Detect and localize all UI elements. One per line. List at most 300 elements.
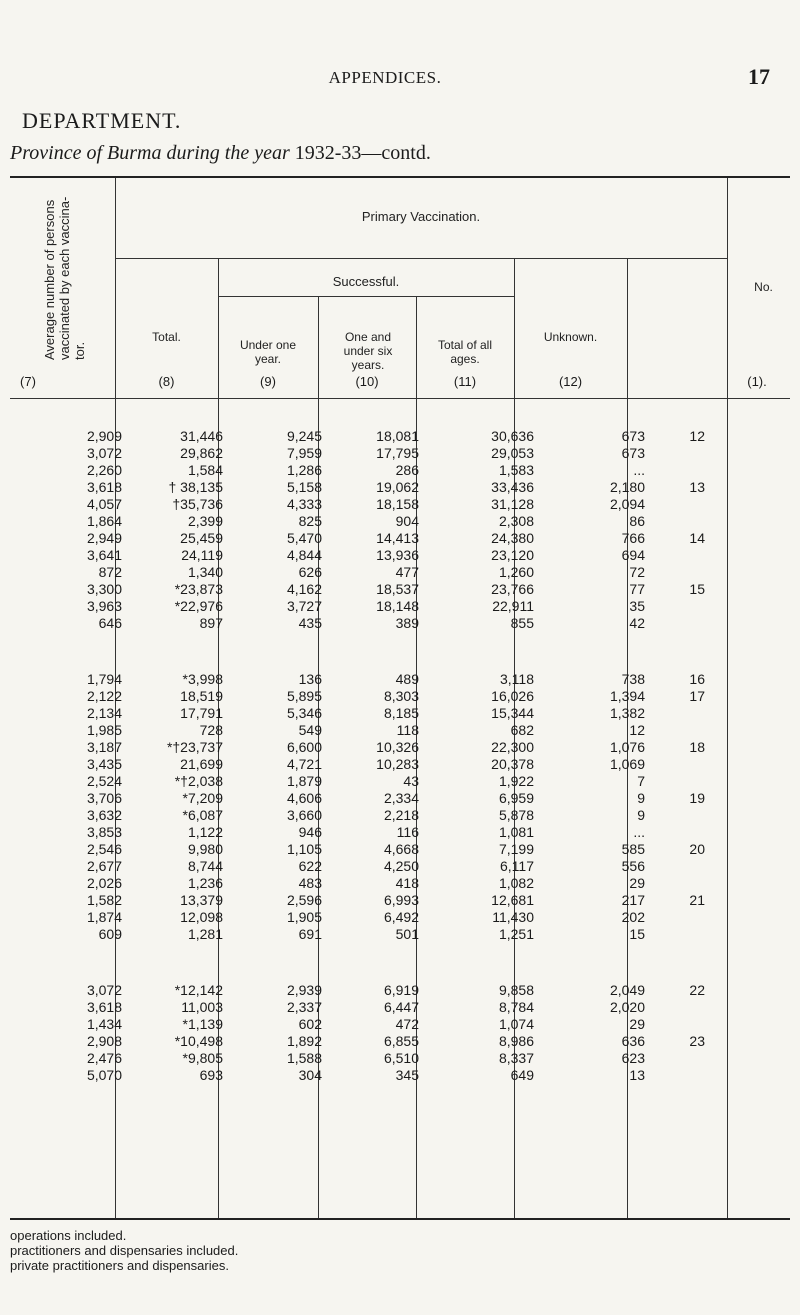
cell-total: *†2,038 xyxy=(174,773,223,789)
department-title: DEPARTMENT. xyxy=(22,108,182,133)
cell-unknown: 7 xyxy=(637,773,645,789)
cell-one-six: 6,510 xyxy=(383,1050,419,1066)
column-number: (7) xyxy=(20,374,36,389)
table-row xyxy=(10,1067,705,1084)
cell-all-ages: 1,251 xyxy=(498,926,534,942)
cell-unknown: 217 xyxy=(621,892,645,908)
cell-avg: 646 xyxy=(98,615,122,631)
cell-no: 13 xyxy=(689,479,705,495)
cell-one-six: 17,795 xyxy=(376,445,419,461)
cell-all-ages: 29,053 xyxy=(491,445,534,461)
cell-no: 19 xyxy=(689,790,705,806)
average-header: Average number of persons vaccinated by each vaccina-tor. xyxy=(42,196,87,360)
cell-avg: 3,641 xyxy=(86,547,122,563)
table-row xyxy=(10,513,705,530)
cell-total: *12,142 xyxy=(174,982,223,998)
column-number: (10) xyxy=(355,374,379,389)
cell-under1: 691 xyxy=(298,926,322,942)
cell-under1: 622 xyxy=(298,858,322,874)
cell-no xyxy=(645,1067,705,1084)
cell-unknown: 42 xyxy=(629,615,645,631)
cell-all-ages: 9,858 xyxy=(498,982,534,998)
table-row xyxy=(10,824,705,841)
cell-no xyxy=(645,547,705,564)
cell-avg: 1,434 xyxy=(86,1016,122,1032)
cell-all-ages: 6,117 xyxy=(500,858,534,874)
cell-avg: 3,300 xyxy=(86,581,122,597)
table-row xyxy=(10,722,705,739)
cell-one-six: 13,936 xyxy=(376,547,419,563)
cell-under1: 4,333 xyxy=(286,496,322,512)
cell-under1: 1,105 xyxy=(286,841,322,857)
footnote: private practitioners and dispensaries. xyxy=(10,1258,229,1273)
cell-all-ages: 33,436 xyxy=(491,479,534,495)
cell-total: †35,736 xyxy=(172,496,223,512)
cell-no: 15 xyxy=(689,581,705,597)
cell-all-ages: 682 xyxy=(510,722,534,738)
table-row xyxy=(10,926,705,943)
cell-total: 25,459 xyxy=(180,530,223,546)
cell-under1: 304 xyxy=(298,1067,322,1083)
table-row xyxy=(10,688,705,705)
table-row xyxy=(10,841,705,858)
cell-unknown: 2,180 xyxy=(609,479,645,495)
cell-unknown: 623 xyxy=(621,1050,645,1066)
cell-all-ages: 1,082 xyxy=(498,875,534,891)
cell-no: 21 xyxy=(689,892,705,908)
table-row xyxy=(10,858,705,875)
cell-one-six: 8,303 xyxy=(383,688,419,704)
cell-total: 11,003 xyxy=(181,999,223,1015)
cell-one-six: 477 xyxy=(395,564,419,580)
cell-all-ages: 22,300 xyxy=(491,739,534,755)
table-row xyxy=(10,428,705,445)
cell-all-ages: 649 xyxy=(510,1067,534,1083)
cell-total: 728 xyxy=(199,722,223,738)
column-rule xyxy=(727,178,728,1218)
cell-avg: 1,794 xyxy=(86,671,122,687)
table-row xyxy=(10,530,705,547)
cell-no: 23 xyxy=(689,1033,705,1049)
cell-avg: 2,476 xyxy=(86,1050,122,1066)
column-number: (11) xyxy=(453,374,477,389)
cell-one-six: 18,537 xyxy=(376,581,419,597)
cell-under1: 4,162 xyxy=(286,581,322,597)
table-row xyxy=(10,999,705,1016)
table-row xyxy=(10,909,705,926)
cell-avg: 1,582 xyxy=(86,892,122,908)
cell-under1: 602 xyxy=(298,1016,322,1032)
cell-avg: 3,187 xyxy=(86,739,122,755)
cell-total: 1,281 xyxy=(187,926,223,942)
one-to-six-header: One and under six years. xyxy=(343,330,393,372)
footnotes xyxy=(10,1228,238,1273)
cell-one-six: 418 xyxy=(395,875,419,891)
table-row xyxy=(10,1016,705,1033)
cell-all-ages: 8,784 xyxy=(498,999,534,1015)
no-header: No. xyxy=(754,280,773,294)
cell-one-six: 10,283 xyxy=(376,756,419,772)
under-one-header: Under one year. xyxy=(239,338,297,366)
cell-one-six: 8,185 xyxy=(383,705,419,721)
cell-total: 8,744 xyxy=(187,858,223,874)
cell-one-six: 472 xyxy=(395,1016,419,1032)
cell-one-six: 2,218 xyxy=(383,807,419,823)
cell-one-six: 389 xyxy=(395,615,419,631)
cell-no xyxy=(645,824,705,841)
cell-all-ages: 3,118 xyxy=(500,671,534,687)
cell-no xyxy=(645,722,705,739)
cell-under1: 2,939 xyxy=(286,982,322,998)
cell-avg: 1,985 xyxy=(86,722,122,738)
cell-unknown: 1,069 xyxy=(609,756,645,772)
header-bottom-rule xyxy=(10,398,790,399)
cell-no xyxy=(645,615,705,632)
successful-header: Successful. xyxy=(332,274,400,289)
cell-all-ages: 16,026 xyxy=(491,688,534,704)
cell-under1: 6,600 xyxy=(286,739,322,755)
primary-vaccination-rule xyxy=(115,258,727,259)
cell-total: 897 xyxy=(199,615,223,631)
cell-under1: 435 xyxy=(298,615,322,631)
group-spacer xyxy=(10,632,705,671)
cell-all-ages: 23,120 xyxy=(491,547,534,563)
table-row xyxy=(10,462,705,479)
cell-no: 12 xyxy=(689,428,705,444)
cell-total: † 38,135 xyxy=(168,479,223,495)
cell-avg: 2,909 xyxy=(86,428,122,444)
cell-total: 21,699 xyxy=(180,756,223,772)
cell-avg: 609 xyxy=(98,926,122,942)
cell-unknown: 556 xyxy=(621,858,645,874)
cell-under1: 3,727 xyxy=(286,598,322,614)
cell-one-six: 6,855 xyxy=(383,1033,419,1049)
table-row xyxy=(10,581,705,598)
cell-unknown: 673 xyxy=(621,445,645,461)
column-number: (1). xyxy=(747,374,767,389)
cell-no xyxy=(645,875,705,892)
cell-avg: 2,524 xyxy=(86,773,122,789)
cell-one-six: 18,081 xyxy=(376,428,419,444)
table-row xyxy=(10,445,705,462)
cell-all-ages: 1,583 xyxy=(498,462,534,478)
cell-no xyxy=(645,858,705,875)
cell-under1: 9,245 xyxy=(286,428,322,444)
cell-unknown: 673 xyxy=(621,428,645,444)
cell-unknown: 72 xyxy=(629,564,645,580)
cell-total: 1,340 xyxy=(187,564,223,580)
cell-under1: 4,721 xyxy=(286,756,322,772)
cell-total: 1,584 xyxy=(187,462,223,478)
cell-one-six: 18,158 xyxy=(376,496,419,512)
cell-unknown: ... xyxy=(633,462,645,478)
cell-avg: 3,618 xyxy=(86,479,122,495)
cell-one-six: 6,919 xyxy=(383,982,419,998)
table-row xyxy=(10,598,705,615)
cell-unknown: 29 xyxy=(629,1016,645,1032)
cell-all-ages: 855 xyxy=(510,615,534,631)
cell-no xyxy=(645,564,705,581)
cell-avg: 1,864 xyxy=(86,513,122,529)
cell-total: *†23,737 xyxy=(166,739,223,755)
primary-vaccination-header: Primary Vaccination. xyxy=(361,209,481,224)
table-row xyxy=(10,756,705,773)
cell-total: *23,873 xyxy=(174,581,223,597)
unknown-header: Unknown. xyxy=(543,330,598,344)
cell-unknown: 1,394 xyxy=(609,688,645,704)
cell-no xyxy=(645,1050,705,1067)
cell-under1: 1,892 xyxy=(286,1033,322,1049)
cell-all-ages: 22,911 xyxy=(492,598,534,614)
cell-all-ages: 8,986 xyxy=(498,1033,534,1049)
cell-under1: 1,286 xyxy=(286,462,322,478)
cell-one-six: 10,326 xyxy=(376,739,419,755)
column-number: (9) xyxy=(260,374,276,389)
cell-unknown: 13 xyxy=(629,1067,645,1083)
cell-under1: 7,959 xyxy=(286,445,322,461)
vaccination-data-table xyxy=(10,428,705,1084)
total-header: Total. xyxy=(152,330,181,344)
page-number: 17 xyxy=(748,64,770,89)
cell-no xyxy=(645,756,705,773)
cell-under1: 626 xyxy=(298,564,322,580)
cell-one-six: 118 xyxy=(396,722,419,738)
cell-no: 22 xyxy=(689,982,705,998)
cell-avg: 4,057 xyxy=(86,496,122,512)
cell-no xyxy=(645,705,705,722)
cell-avg: 2,908 xyxy=(86,1033,122,1049)
cell-avg: 2,260 xyxy=(86,462,122,478)
successful-rule xyxy=(218,296,514,297)
cell-total: *7,209 xyxy=(182,790,223,806)
cell-one-six: 6,492 xyxy=(383,909,419,925)
cell-all-ages: 1,074 xyxy=(498,1016,534,1032)
table-row xyxy=(10,615,705,632)
cell-avg: 5,070 xyxy=(86,1067,122,1083)
cell-total: 24,119 xyxy=(181,547,223,563)
cell-under1: 3,660 xyxy=(286,807,322,823)
table-row xyxy=(10,892,705,909)
cell-no xyxy=(645,926,705,943)
cell-all-ages: 5,878 xyxy=(498,807,534,823)
cell-unknown: 202 xyxy=(621,909,645,925)
cell-total: 2,399 xyxy=(187,513,223,529)
cell-one-six: 345 xyxy=(395,1067,419,1083)
cell-total: 12,098 xyxy=(180,909,223,925)
cell-unknown: 35 xyxy=(629,598,645,614)
cell-no xyxy=(645,496,705,513)
table-body xyxy=(10,428,705,1084)
cell-total: *9,805 xyxy=(182,1050,223,1066)
cell-all-ages: 8,337 xyxy=(498,1050,534,1066)
cell-avg: 2,026 xyxy=(86,875,122,891)
cell-under1: 549 xyxy=(298,722,322,738)
cell-no xyxy=(645,999,705,1016)
cell-avg: 3,853 xyxy=(86,824,122,840)
cell-unknown: 86 xyxy=(629,513,645,529)
table-row xyxy=(10,564,705,581)
cell-all-ages: 2,308 xyxy=(498,513,534,529)
cell-avg: 3,706 xyxy=(86,790,122,806)
table-row xyxy=(10,671,705,688)
table-row xyxy=(10,875,705,892)
cell-all-ages: 1,081 xyxy=(498,824,534,840)
cell-all-ages: 20,378 xyxy=(491,756,534,772)
cell-all-ages: 7,199 xyxy=(498,841,534,857)
cell-no xyxy=(645,445,705,462)
cell-one-six: 286 xyxy=(395,462,419,478)
cell-under1: 946 xyxy=(298,824,322,840)
table-row xyxy=(10,1033,705,1050)
table-row xyxy=(10,739,705,756)
cell-unknown: 29 xyxy=(629,875,645,891)
cell-all-ages: 11,430 xyxy=(492,909,534,925)
cell-total: 13,379 xyxy=(180,892,223,908)
running-head: APPENDICES. xyxy=(328,68,442,87)
footnote: practitioners and dispensaries included. xyxy=(10,1243,239,1258)
cell-all-ages: 24,380 xyxy=(491,530,534,546)
cell-under1: 5,470 xyxy=(286,530,322,546)
cell-unknown: 636 xyxy=(621,1033,645,1049)
cell-one-six: 4,668 xyxy=(383,841,419,857)
cell-one-six: 501 xyxy=(395,926,419,942)
cell-under1: 5,895 xyxy=(286,688,322,704)
cell-avg: 2,546 xyxy=(86,841,122,857)
cell-no: 17 xyxy=(689,688,705,704)
cell-avg: 3,072 xyxy=(86,982,122,998)
cell-one-six: 18,148 xyxy=(376,598,419,614)
cell-no xyxy=(645,909,705,926)
cell-under1: 1,588 xyxy=(286,1050,322,1066)
cell-avg: 872 xyxy=(98,564,122,580)
cell-one-six: 904 xyxy=(395,513,419,529)
cell-avg: 3,632 xyxy=(86,807,122,823)
cell-under1: 5,346 xyxy=(286,705,322,721)
cell-all-ages: 15,344 xyxy=(491,705,534,721)
subtitle-italic: Province of Burma during the year xyxy=(10,142,290,164)
cell-all-ages: 6,959 xyxy=(498,790,534,806)
cell-no xyxy=(645,598,705,615)
cell-all-ages: 12,681 xyxy=(491,892,534,908)
table-row xyxy=(10,982,705,999)
cell-one-six: 489 xyxy=(395,671,419,687)
cell-under1: 5,158 xyxy=(286,479,322,495)
table-row xyxy=(10,705,705,722)
table-bottom-rule xyxy=(10,1218,790,1220)
cell-one-six: 116 xyxy=(396,824,419,840)
cell-under1: 2,596 xyxy=(286,892,322,908)
cell-total: *3,998 xyxy=(182,671,223,687)
cell-total: 1,236 xyxy=(187,875,223,891)
cell-no xyxy=(645,773,705,790)
cell-unknown: 1,382 xyxy=(609,705,645,721)
cell-no xyxy=(645,513,705,530)
subtitle-roman: 1932-33—contd. xyxy=(294,142,431,164)
cell-avg: 2,677 xyxy=(86,858,122,874)
cell-one-six: 6,993 xyxy=(383,892,419,908)
cell-all-ages: 23,766 xyxy=(491,581,534,597)
cell-one-six: 4,250 xyxy=(383,858,419,874)
table-top-rule xyxy=(10,176,790,178)
cell-unknown: 2,049 xyxy=(609,982,645,998)
table-row xyxy=(10,479,705,496)
cell-one-six: 19,062 xyxy=(376,479,419,495)
cell-one-six: 6,447 xyxy=(383,999,419,1015)
column-number: (8) xyxy=(158,374,175,389)
cell-under1: 1,905 xyxy=(286,909,322,925)
cell-unknown: 9 xyxy=(637,807,645,823)
column-number: (12) xyxy=(558,374,583,389)
cell-under1: 4,606 xyxy=(286,790,322,806)
cell-total: 9,980 xyxy=(187,841,223,857)
table-subtitle xyxy=(10,142,431,165)
cell-no xyxy=(645,1016,705,1033)
cell-total: 18,519 xyxy=(180,688,223,704)
cell-unknown: 738 xyxy=(621,671,645,687)
cell-all-ages: 30,636 xyxy=(491,428,534,444)
table-row xyxy=(10,807,705,824)
cell-all-ages: 1,922 xyxy=(498,773,534,789)
cell-under1: 825 xyxy=(298,513,322,529)
cell-avg: 3,963 xyxy=(86,598,122,614)
cell-total: *1,139 xyxy=(182,1016,223,1032)
cell-no: 18 xyxy=(689,739,705,755)
cell-unknown: 15 xyxy=(629,926,645,942)
cell-under1: 1,879 xyxy=(286,773,322,789)
cell-no: 20 xyxy=(689,841,705,857)
cell-under1: 4,844 xyxy=(286,547,322,563)
cell-avg: 2,134 xyxy=(86,705,122,721)
cell-all-ages: 1,260 xyxy=(498,564,534,580)
cell-unknown: 2,020 xyxy=(609,999,645,1015)
cell-avg: 2,949 xyxy=(86,530,122,546)
cell-avg: 3,072 xyxy=(86,445,122,461)
cell-total: 29,862 xyxy=(180,445,223,461)
cell-one-six: 2,334 xyxy=(383,790,419,806)
cell-no xyxy=(645,462,705,479)
cell-total: 693 xyxy=(199,1067,223,1083)
cell-unknown: 585 xyxy=(621,841,645,857)
cell-avg: 3,435 xyxy=(86,756,122,772)
table-row xyxy=(10,496,705,513)
cell-no: 16 xyxy=(689,671,705,687)
cell-avg: 3,618 xyxy=(86,999,122,1015)
cell-total: *6,087 xyxy=(182,807,223,823)
table-row xyxy=(10,547,705,564)
cell-unknown: 2,094 xyxy=(609,496,645,512)
cell-one-six: 43 xyxy=(403,773,419,789)
cell-total: *10,498 xyxy=(174,1033,223,1049)
table-row xyxy=(10,790,705,807)
cell-unknown: ... xyxy=(633,824,645,840)
cell-avg: 1,874 xyxy=(86,909,122,925)
table-row xyxy=(10,773,705,790)
cell-no: 14 xyxy=(689,530,705,546)
cell-under1: 136 xyxy=(298,671,322,687)
cell-unknown: 9 xyxy=(637,790,645,806)
table-row xyxy=(10,1050,705,1067)
cell-total: 17,791 xyxy=(180,705,223,721)
footnote: operations included. xyxy=(10,1228,127,1243)
cell-unknown: 12 xyxy=(629,722,645,738)
cell-total: 31,446 xyxy=(180,428,223,444)
cell-total: *22,976 xyxy=(174,598,223,614)
cell-under1: 2,337 xyxy=(286,999,322,1015)
cell-no xyxy=(645,807,705,824)
cell-total: 1,122 xyxy=(187,824,223,840)
total-all-ages-header: Total of all ages. xyxy=(437,338,493,366)
cell-unknown: 77 xyxy=(629,581,645,597)
